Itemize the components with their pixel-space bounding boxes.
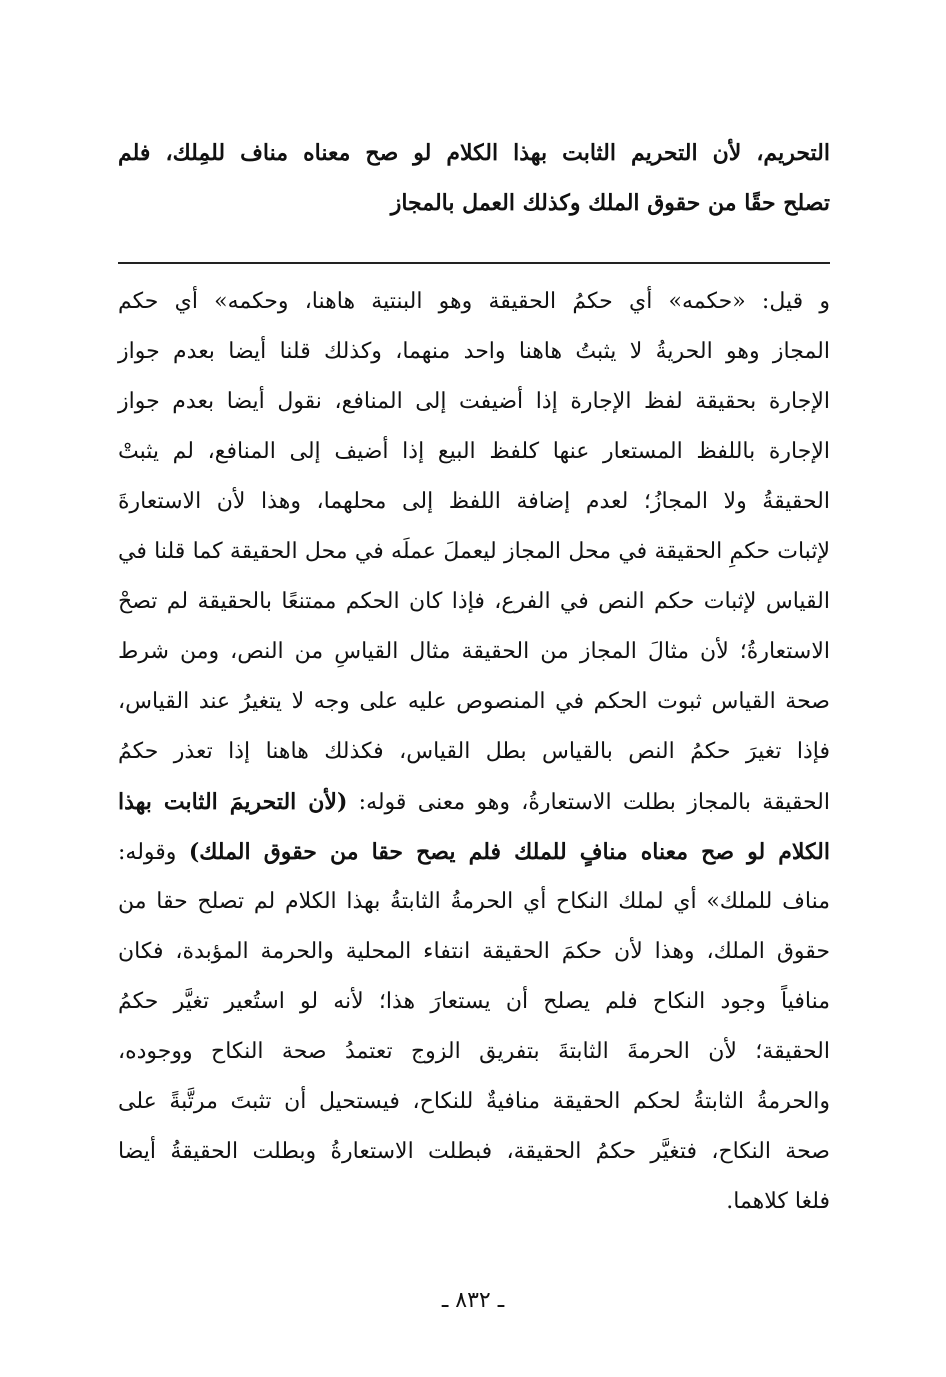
text-line: فإذا تغيرَ حكمُ النص بالقياس بطل القياس، فكذلك هاهنا إذا تعذر حكمُ xyxy=(118,739,830,764)
text-line: الحقيقةُ ولا المجازُ؛ لعدم إضافة اللفظ إلى محلهما، وهذا لأن الاستعارةَ xyxy=(118,489,830,514)
text-line: الإجارة باللفظ المستعار عنها كلفظ البيع إذا أضيف إلى المنافع، لم يثبتْ xyxy=(118,439,830,464)
text-line: الاستعارةُ؛ لأن مثالَ المجاز من الحقيقة مثال القياسِ من النص، ومن شرط xyxy=(118,639,830,664)
matn-line: تصلح حقًا من حقوق الملك وكذلك العمل بالمجاز xyxy=(390,190,830,216)
text-line: مناف للملك» أي لملك النكاح أي الحرمةُ الثابتةُ بهذا الكلام لم تصلح حقا من xyxy=(118,889,830,914)
text-line: الحقيقة؛ لأن الحرمةَ الثابتةَ بتفريق الزوج تعتمدُ صحة النكاح ووجوده، xyxy=(118,1039,830,1064)
bold-quote-segment: (لأن التحريمَ الثابت بهذا xyxy=(118,789,348,815)
quoted-matn-text xyxy=(118,128,830,228)
text-line: صحة القياس ثبوت الحكم في المنصوص عليه على وجه لا يتغيرُ عند القياس، xyxy=(118,689,830,714)
text-line: والحرمةُ الثابتةُ لحكم الحقيقة منافيةٌ للنكاح، فيستحيل أن تثبتَ مرتَّبةً على xyxy=(118,1089,830,1114)
text-line: منافياً وجود النكاح فلم يصلح أن يستعارَ هذا؛ لأنه لو استُعير تغيَّر حكمُ xyxy=(118,989,830,1014)
text-line xyxy=(118,777,830,827)
text-line: و قيل: «حكمه» أي حكمُ الحقيقة وهو البنتية هاهنا، وحكمه» أي حكم xyxy=(118,289,830,314)
text-line xyxy=(118,827,830,877)
matn-line: التحريم، لأن التحريم الثابت بهذا الكلام لو صح معناه مناف للمِلك، فلم xyxy=(118,140,830,166)
text-line: الإجارة بحقيقة لفظ الإجارة إذا أضيفت إلى المنافع، نقول أيضا بعدم جواز xyxy=(118,389,830,414)
plain-segment: وقوله: xyxy=(118,840,189,865)
bold-quote-segment: الكلام لو صح معناه منافٍ للملك فلم يصح حقا من حقوق الملك) xyxy=(188,839,830,865)
separator-rule xyxy=(118,262,830,264)
text-line: فلغا كلاهما. xyxy=(726,1189,830,1214)
text-line: لإثبات حكمِ الحقيقة في محل المجاز ليعملَ عملَه في محل الحقيقة كما قلنا في xyxy=(118,539,830,564)
page-number: ـ ٨٣٢ ـ xyxy=(441,1288,505,1313)
commentary-text xyxy=(118,277,830,1227)
text-line: المجاز وهو الحريةُ لا يثبتُ هاهنا واحد منهما، وكذلك قلنا أيضا بعدم جواز xyxy=(118,339,830,364)
text-line: القياس لإثبات حكم النص في الفرع، فإذا كان الحكم ممتنعًا بالحقيقة لم تصحْ xyxy=(118,589,830,614)
plain-segment: الحقيقة بالمجاز بطلت الاستعارةُ، وهو معنى قوله: xyxy=(347,790,830,815)
text-line: صحة النكاح، فتغيَّر حكمُ الحقيقة، فبطلت الاستعارةُ وبطلت الحقيقةُ أيضا xyxy=(118,1139,830,1164)
text-line: حقوق الملك، وهذا لأن حكمَ الحقيقة انتفاء المحلية والحرمة المؤبدة، فكان xyxy=(118,939,830,964)
